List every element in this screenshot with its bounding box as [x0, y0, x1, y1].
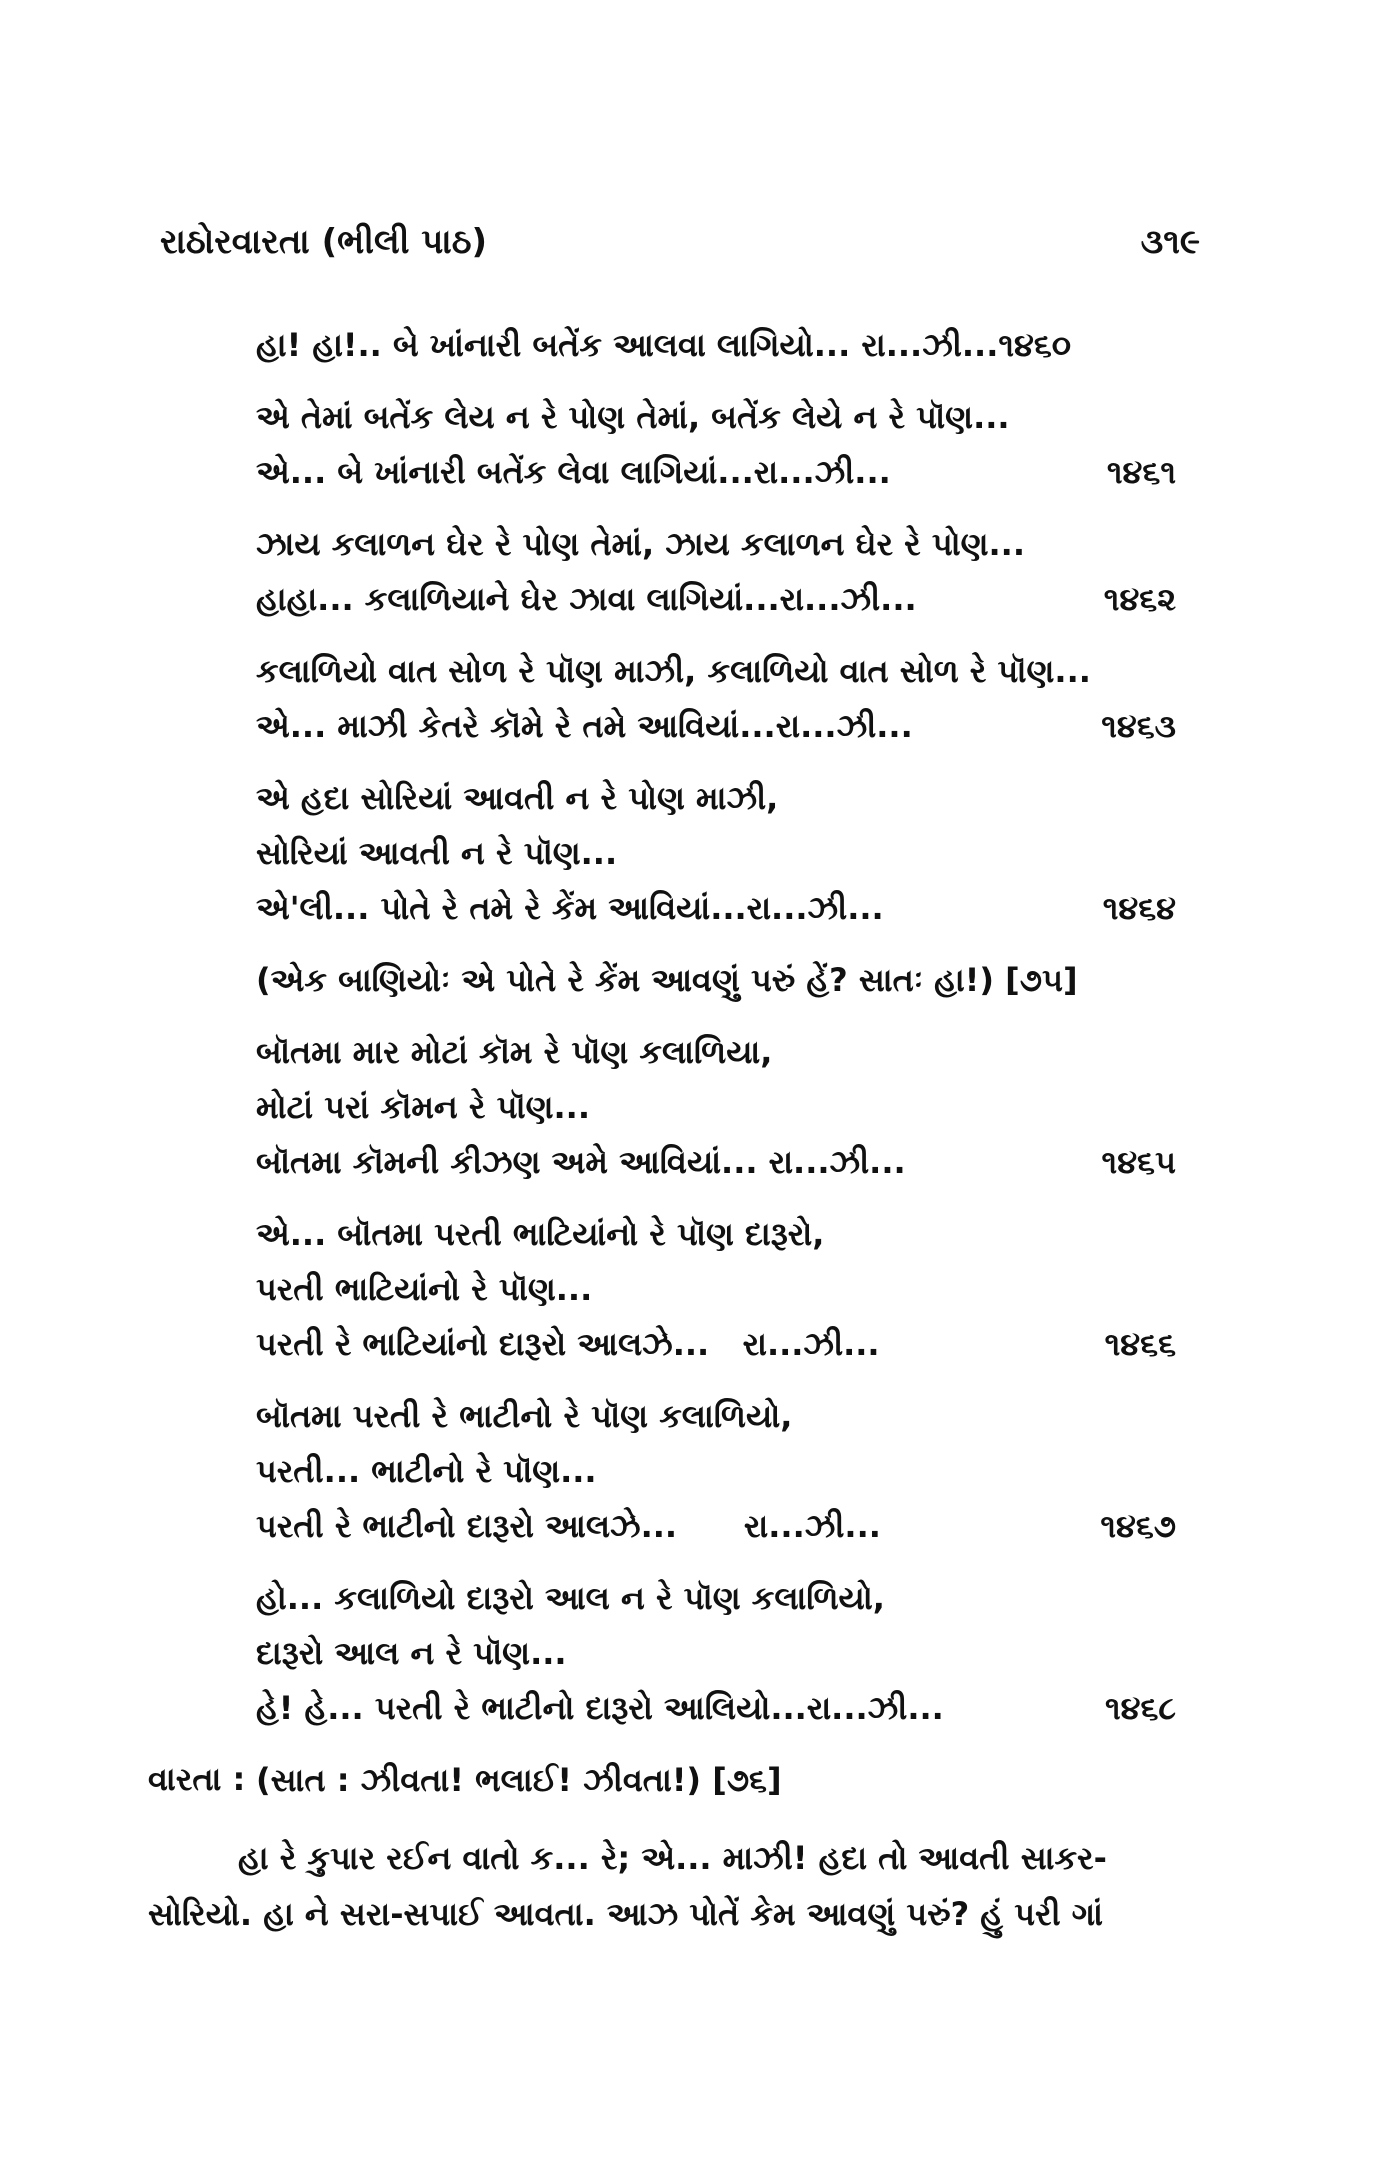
verse-text: હે! હે... પરતી રે ભાટીનો દારૂરો આલિયો...રા...ઝી... — [256, 1689, 944, 1727]
verse-text: એ... માઝી કેતરે કૉમે રે તમે આવિયાં...રા...ઝી... — [256, 707, 913, 745]
verse-number: ૧૪૬૪ — [1102, 889, 1176, 927]
stanza-1461 — [256, 390, 1176, 500]
verse-line — [256, 1499, 1176, 1554]
verse-line: મોટાં પરાં કૉમન રે પૉણ... — [256, 1088, 590, 1126]
page-number: ૩૧૯ — [1140, 222, 1200, 262]
verse-number: ૧૪૬૫ — [1101, 1143, 1176, 1181]
verse-line: એ... બૉતમા પરતી ભાટિયાંનો રે પૉણ દારૂરો, — [256, 1215, 825, 1253]
audience-note-75: (એક બાણિયોઃ એ પોતે રે કેંમ આવણું પરું હેં? સાતઃ હા!) [૭૫] — [256, 961, 1078, 999]
verse-line — [256, 1317, 1176, 1372]
running-title: રાઠોરવારતા (ભીલી પાઠ) — [160, 222, 488, 262]
verse-text: એ... બે ખાંનારી બતેંક લેવા લાગિયાં...રા...ઝી... — [256, 453, 891, 491]
verse-line — [256, 1135, 1176, 1190]
stanza-1466 — [256, 1207, 1176, 1372]
stanza-1460 — [256, 318, 1176, 373]
verse-number: ૧૪૬૩ — [1101, 707, 1176, 745]
verse-line: સોરિયાં આવતી ન રે પૉણ... — [256, 834, 618, 872]
prose-line: સોરિયો. હા ને સરા-સપાઈ આવતા. આઝ પોતેં કેમ આવણું પરું? હું પરી ગાં — [148, 1895, 1103, 1933]
verse-text: હાહા... કલાળિયાને ઘેર ઝાવા લાગિયાં...રા...ઝી... — [256, 580, 917, 618]
verse-line: દારૂરો આલ ન રે પૉણ... — [256, 1634, 567, 1672]
verse-number: ૧૪૬૨ — [1103, 580, 1176, 618]
audience-note-76: (સાત : ઝીવતા! ભલાઈ! ઝીવતા!) [૭૬] — [256, 1761, 782, 1799]
verse-number: ૧૪૬૮ — [1104, 1689, 1176, 1727]
verse-content — [256, 318, 1176, 1825]
verse-line: એ તેમાં બતેંક લેય ન રે પોણ તેમાં, બતેંક લેયે ન રે પૉણ... — [256, 398, 1010, 436]
verse-text: બૉતમા કૉમની કીઝણ અમે આવિયાં... રા...ઝી... — [256, 1143, 906, 1181]
stanza-1467 — [256, 1389, 1176, 1554]
verse-number: ૧૪૬૧ — [1106, 453, 1176, 491]
verse-line — [256, 1681, 1176, 1736]
stanza-1462 — [256, 517, 1176, 627]
verse-line: કલાળિયો વાત સોળ રે પૉણ માઝી, કલાળિયો વાત સોળ રે પૉણ... — [256, 652, 1091, 690]
verse-line: પરતી... ભાટીનો રે પૉણ... — [256, 1452, 597, 1490]
stanza-1465 — [256, 1025, 1176, 1190]
prose-paragraph — [148, 1830, 1208, 1942]
verse-line: એ હદા સોરિયાં આવતી ન રે પોણ માઝી, — [256, 779, 779, 817]
verse-line: હા! હા!.. બે ખાંનારી બતેંક આલવા લાગિયો... રા...ઝી...૧૪૬૦ — [256, 326, 1072, 364]
prose-line: હા રે કુપાર રઈન વાતો ક... રે; એ... માઝી! હદા તો આવતી સાકર- — [238, 1839, 1107, 1877]
verse-text: પરતી રે ભાટિયાંનો દારૂરો આલઝે... રા...ઝી... — [256, 1325, 880, 1363]
verse-line — [256, 881, 1176, 936]
verse-text: પરતી રે ભાટીનો દારૂરો આલઝે... રા...ઝી... — [256, 1507, 881, 1545]
verse-line — [256, 699, 1176, 754]
verse-line: ઝાય કલાળન ઘેર રે પોણ તેમાં, ઝાય કલાળન ઘેર રે પોણ... — [256, 525, 1025, 563]
page-header — [160, 222, 1200, 282]
verse-line: બૉતમા પરતી રે ભાટીનો રે પૉણ કલાળિયો, — [256, 1397, 793, 1435]
stanza-1464 — [256, 771, 1176, 936]
verse-line — [256, 445, 1176, 500]
verse-line: હો... કલાળિયો દારૂરો આલ ન રે પૉણ કલાળિયો, — [256, 1579, 885, 1617]
verse-text: એ'લી... પોતે રે તમે રે કેંમ આવિયાં...રા...ઝી... — [256, 889, 884, 927]
stanza-1463 — [256, 644, 1176, 754]
verse-number: ૧૪૬૭ — [1100, 1507, 1176, 1545]
verse-line: બૉતમા માર મોટાં કૉમ રે પૉણ કલાળિયા, — [256, 1033, 773, 1071]
verse-line — [256, 572, 1176, 627]
stanza-1468 — [256, 1571, 1176, 1736]
verse-number: ૧૪૬૬ — [1104, 1325, 1176, 1363]
prose-heading: વારતા : — [148, 1760, 246, 1798]
verse-line: પરતી ભાટિયાંનો રે પૉણ... — [256, 1270, 593, 1308]
